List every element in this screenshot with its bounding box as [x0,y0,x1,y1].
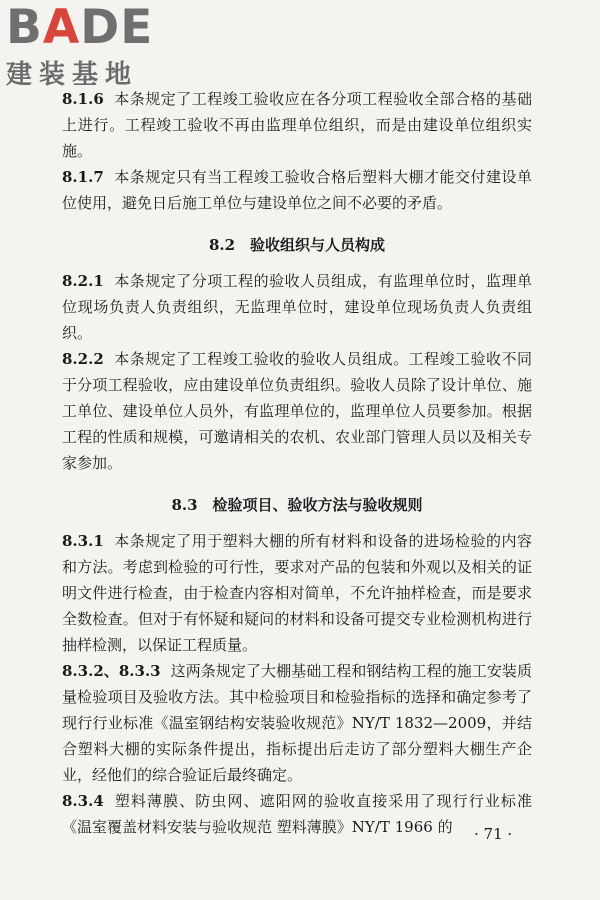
paragraph-8-3-4 [62,788,532,840]
clause-number: 8.3.1 [62,532,104,550]
clause-number: 8.3.4 [62,792,104,810]
document-body [62,86,532,840]
clause-text: 这两条规定了大棚基础工程和钢结构工程的施工安装质量检验项目及验收方法。其中检验项目和检验指标的选择和确定参考了现行行业标准《温室钢结构安装验收规范》NY/T 1832—2009，并结合塑料大棚的实际条件提出，指标提出后走访了部分塑料大棚生产企业，经他们的综合验证后最终确定。 [62,662,532,784]
clause-text: 本条规定了工程竣工验收应在各分项工程验收全部合格的基础上进行。工程竣工验收不再由监理单位组织，而是由建设单位组织实施。 [62,90,532,160]
logo [6,0,176,91]
clause-number: 8.1.6 [62,90,104,108]
clause-text: 本条规定了分项工程的验收人员组成，有监理单位时，监理单位现场负责人负责组织，无监理单位时，建设单位现场负责人负责组织。 [62,272,532,342]
page-number: · 71 · [474,825,513,843]
clause-text: 塑料薄膜、防虫网、遮阳网的验收直接采用了现行行业标准《温室覆盖材料安装与验收规范 塑料薄膜》NY/T 1966 的 [62,792,532,836]
logo-subtitle: 建装基地 [6,60,139,90]
clause-number: 8.2.2 [62,350,104,368]
paragraph-8-3-1 [62,528,532,658]
clause-text: 本条规定了工程竣工验收的验收人员组成。工程竣工验收不同于分项工程验收，应由建设单位负责组织。验收人员除了设计单位、施工单位、建设单位人员外，有监理单位的，监理单位人员要参加。根据工程的性质和规模，可邀请相关的农机、农业部门管理人员以及相关专家参加。 [62,350,532,472]
paragraph-8-3-2-3 [62,658,532,788]
paragraph-8-1-7 [62,164,532,216]
paragraph-8-2-1 [62,268,532,346]
section-heading-8-2: 8.2 验收组织与人员构成 [208,236,386,254]
logo-wordmark: BADE [6,0,154,55]
paragraph-8-2-2 [62,346,532,476]
clause-number: 8.1.7 [62,168,104,186]
clause-text: 本条规定只有当工程竣工验收合格后塑料大棚才能交付建设单位使用，避免日后施工单位与建设单位之间不必要的矛盾。 [62,168,532,212]
clause-number: 8.2.1 [62,272,104,290]
section-heading-8-3: 8.3 检验项目、验收方法与验收规则 [171,496,423,514]
clause-text: 本条规定了用于塑料大棚的所有材料和设备的进场检验的内容和方法。考虑到检验的可行性，要求对产品的包装和外观以及相关的证明文件进行检查，由于检查内容相对简单，不允许抽样检查，而是要求全数检查。但对于有怀疑和疑问的材料和设备可提交专业检测机构进行抽样检测，以保证工程质量。 [62,532,532,654]
paragraph-8-1-6 [62,86,532,164]
clause-number: 8.3.2、8.3.3 [62,662,161,680]
